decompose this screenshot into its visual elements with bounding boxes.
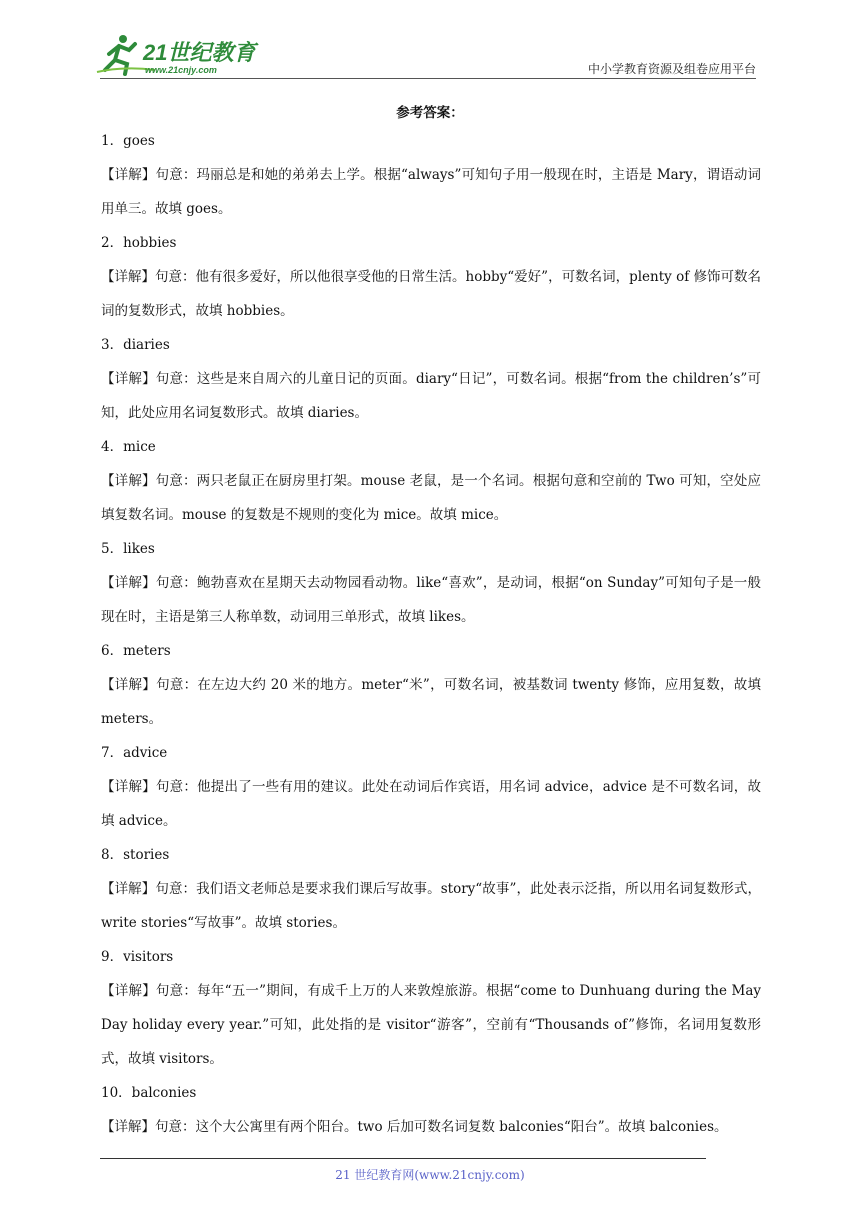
page-title: 参考答案： [396, 105, 464, 121]
detail-2: 【详解】句意：他有很多爱好，所以他很享受他的日常生活。hobby“爱好”，可数名词，plenty of 修饰可数名词的复数形式，故填 hobbies。 [101, 269, 761, 319]
footer-link[interactable]: 21 世纪教育网(www.21cnjy.com) [335, 1168, 525, 1182]
answer-4: 4．mice [101, 439, 156, 455]
page-header [0, 0, 860, 80]
detail-10: 【详解】句意：这个大公寓里有两个阳台。two 后加可数名词复数 balconies“阳台”。故填 balconies。 [101, 1119, 728, 1135]
site-logo [95, 32, 265, 78]
svg-text:21世纪教育: 21世纪教育 [143, 40, 256, 65]
answer-6: 6．meters [101, 643, 171, 659]
detail-8: 【详解】句意：我们语文老师总是要求我们课后写故事。story“故事”，此处表示泛指，所以用名词复数形式，write stories“写故事”。故填 stories。 [101, 881, 761, 931]
answer-list [101, 124, 761, 1144]
platform-name: 中小学教育资源及组卷应用平台 [587, 62, 756, 76]
header-divider [100, 78, 756, 79]
answer-8: 8．stories [101, 847, 170, 863]
answer-7: 7．advice [101, 745, 168, 761]
svg-text:www.21cnjy.com: www.21cnjy.com [145, 65, 217, 75]
detail-5: 【详解】句意：鲍勃喜欢在星期天去动物园看动物。like“喜欢”，是动词，根据“on Sunday”可知句子是一般现在时，主语是第三人称单数，动词用三单形式，故填 likes。 [101, 575, 761, 625]
detail-4: 【详解】句意：两只老鼠正在厨房里打架。mouse 老鼠，是一个名词。根据句意和空前的 Two 可知，空处应填复数名词。mouse 的复数是不规则的变化为 mice。故填 mice。 [101, 473, 761, 523]
detail-7: 【详解】句意：他提出了一些有用的建议。此处在动词后作宾语，用名词 advice，advice 是不可数名词，故填 advice。 [101, 779, 761, 829]
detail-1: 【详解】句意：玛丽总是和她的弟弟去上学。根据“always”可知句子用一般现在时，主语是 Mary，谓语动词用单三。故填 goes。 [101, 167, 761, 217]
answer-10: 10．balconies [101, 1085, 197, 1101]
detail-3: 【详解】句意：这些是来自周六的儿童日记的页面。diary“日记”，可数名词。根据“from the children’s”可知，此处应用名词复数形式。故填 diaries。 [101, 371, 761, 421]
answer-3: 3．diaries [101, 337, 170, 353]
footer-divider [100, 1158, 706, 1159]
answer-9: 9．visitors [101, 949, 174, 965]
detail-6: 【详解】句意：在左边大约 20 米的地方。meter“米”，可数名词，被基数词 twenty 修饰，应用复数，故填 meters。 [101, 677, 761, 727]
detail-9: 【详解】句意：每年“五一”期间，有成千上万的人来敦煌旅游。根据“come to Dunhuang during the May Day holiday every year.”可知，此处指的是 visitor“游客”，空前有“Thousands of”修饰，名词用复数形式，故填 visitors。 [101, 983, 761, 1067]
answer-2: 2．hobbies [101, 235, 177, 251]
answer-5: 5．likes [101, 541, 155, 557]
answer-1: 1．goes [101, 133, 155, 149]
